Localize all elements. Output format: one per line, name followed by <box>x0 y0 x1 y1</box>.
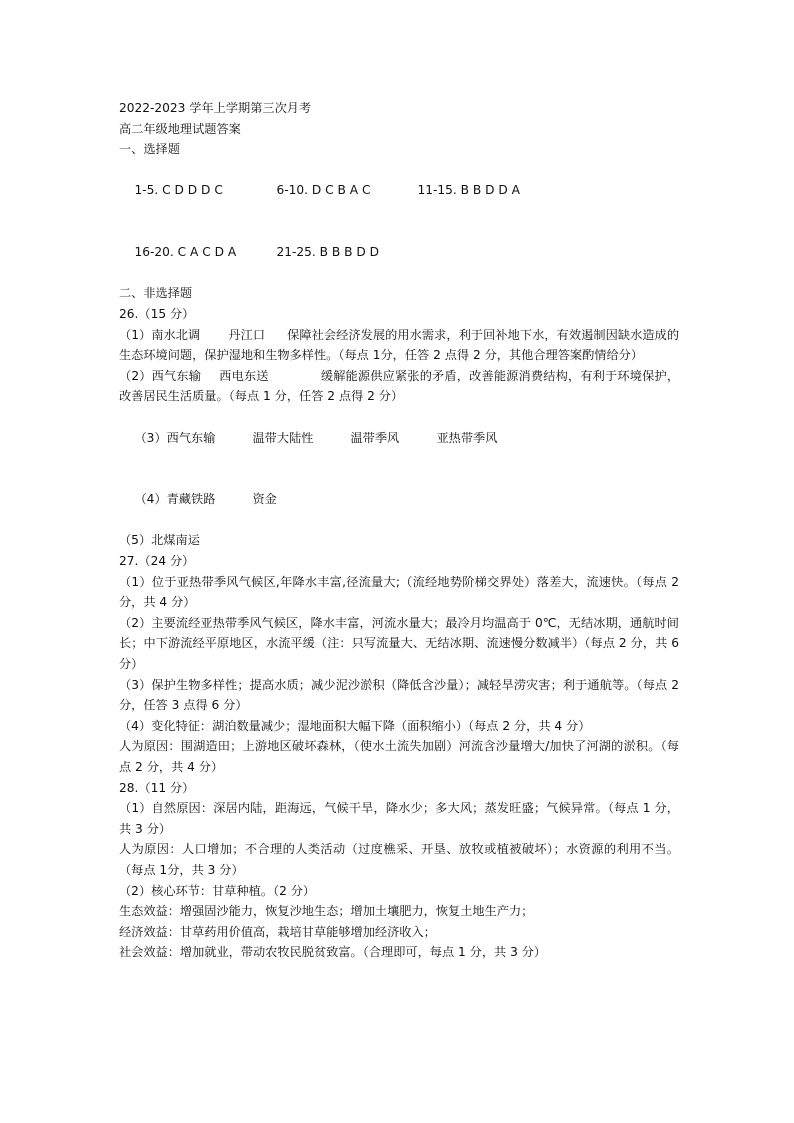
q26-answer-3 <box>119 407 679 469</box>
q26-a3-climate-3: 亚热带季风 <box>436 430 498 445</box>
answer-document <box>119 98 679 963</box>
section-heading-choice: 一、选择题 <box>119 142 180 157</box>
q26-a4-railway: （4）青藏铁路 <box>134 492 216 507</box>
document-subtitle: 高二年级地理试题答案 <box>119 121 241 136</box>
section-heading-nonchoice: 二、非选择题 <box>119 286 193 301</box>
choice-answers-row-1 <box>119 160 679 222</box>
q26-a1-project: （1）南水北调 <box>119 327 201 342</box>
q28-social-benefit: 社会效益：增加就业，带动农牧民脱贫致富。（合理即可，每点 1 分，共 3 分） <box>119 945 547 960</box>
q26-a2-significance: 缓解能源供应紧张的矛盾，改善能源消费结构，有利于环境保护，改善居民生活质量。（每点 1 分，任答 2 点得 2 分） <box>119 368 680 404</box>
q27-answer-3: （3）保护生物多样性；提高水质；减少泥沙淤积（降低含沙量）；减轻旱涝灾害；利于通航等。（每点 2 分，任答 3 点得 6 分） <box>119 677 679 713</box>
q27-answer-2: （2）主要流经亚热带季风气候区，降水丰富，河流水量大；最冷月均温高于 0℃，无结冰期，通航时间长；中下游流经平原地区，水流平缓（注：只写流量大、无结冰期、流速慢分数减半）（每点 2 分，共 6 分） <box>119 615 679 672</box>
q26-a1-significance: 保障社会经济发展的用水需求，利于回补地下水，有效遏制因缺水造成的生态环境问题，保护湿地和生物多样性。（每点 1分，任答 2 点得 2 分，其他合理答案酌情给分） <box>119 327 680 363</box>
answer-group-1-5: 1-5. C D D D C <box>134 183 223 198</box>
answer-group-21-25: 21-25. B B B D D <box>276 245 380 260</box>
q26-answer-4 <box>119 469 679 531</box>
q28-ecological-benefit: 生态效益：增强固沙能力，恢复沙地生态；增加土壤肥力，恢复土地生产力； <box>119 904 534 919</box>
choice-answers-row-2 <box>119 222 679 284</box>
q27-answer-4-human-causes: 人为原因：围湖造田；上游地区破坏森林，（使水土流失加剧）河流含沙量增大/加快了河湖的淤积。（每点 2 分，共 4 分） <box>119 739 679 774</box>
q28-answer-1-human-causes: 人为原因：人口增加；不合理的人类活动（过度樵采、开垦、放牧或植被破坏）；水资源的利用不当。（每点 1分，共 3 分） <box>119 842 679 877</box>
q27-answer-1: （1）位于亚热带季风气候区,年降水丰富,径流量大;（流经地势阶梯交界处）落差大，流速快。（每点 2 分，共 4 分） <box>119 574 679 610</box>
answer-group-6-10: 6-10. D C B A C <box>276 183 371 198</box>
q26-a3-climate-2: 温带季风 <box>350 430 400 445</box>
q28-economic-benefit: 经济效益：甘草药用价值高，栽培甘草能够增加经济收入； <box>119 924 436 939</box>
question-28-title: 28.（11 分） <box>119 780 195 795</box>
q26-a3-project: （3）西气东输 <box>134 430 216 445</box>
q27-answer-4: （4）变化特征：湖泊数量减少；湿地面积大幅下降（面积缩小）（每点 2 分，共 4 分） <box>119 718 591 733</box>
q26-a2-project-2: 西电东送 <box>219 368 269 383</box>
question-27-title: 27.（24 分） <box>119 554 195 569</box>
answer-group-16-20: 16-20. C A C D A <box>134 245 237 260</box>
q28-answer-1: （1）自然原因：深居内陆，距海远，气候干旱，降水少；多大风；蒸发旺盛；气候异常。（每点 1 分，共 3 分） <box>119 801 679 836</box>
q28-answer-2: （2）核心环节：甘草种植。（2 分） <box>119 883 316 898</box>
q26-a4-factor: 资金 <box>252 492 277 507</box>
q26-a1-reservoir: 丹江口 <box>228 327 266 342</box>
q26-a3-climate-1: 温带大陆性 <box>252 430 314 445</box>
q26-answer-5: （5）北煤南运 <box>119 533 200 548</box>
exam-title: 2022-2023 学年上学期第三次月考 <box>119 101 312 115</box>
answer-group-11-15: 11-15. B B D D A <box>417 183 520 198</box>
q26-a2-project-1: （2）西气东输 <box>119 368 202 383</box>
q26-answer-2 <box>119 366 679 407</box>
question-26-title: 26.（15 分） <box>119 306 195 321</box>
q26-answer-1 <box>119 325 679 366</box>
